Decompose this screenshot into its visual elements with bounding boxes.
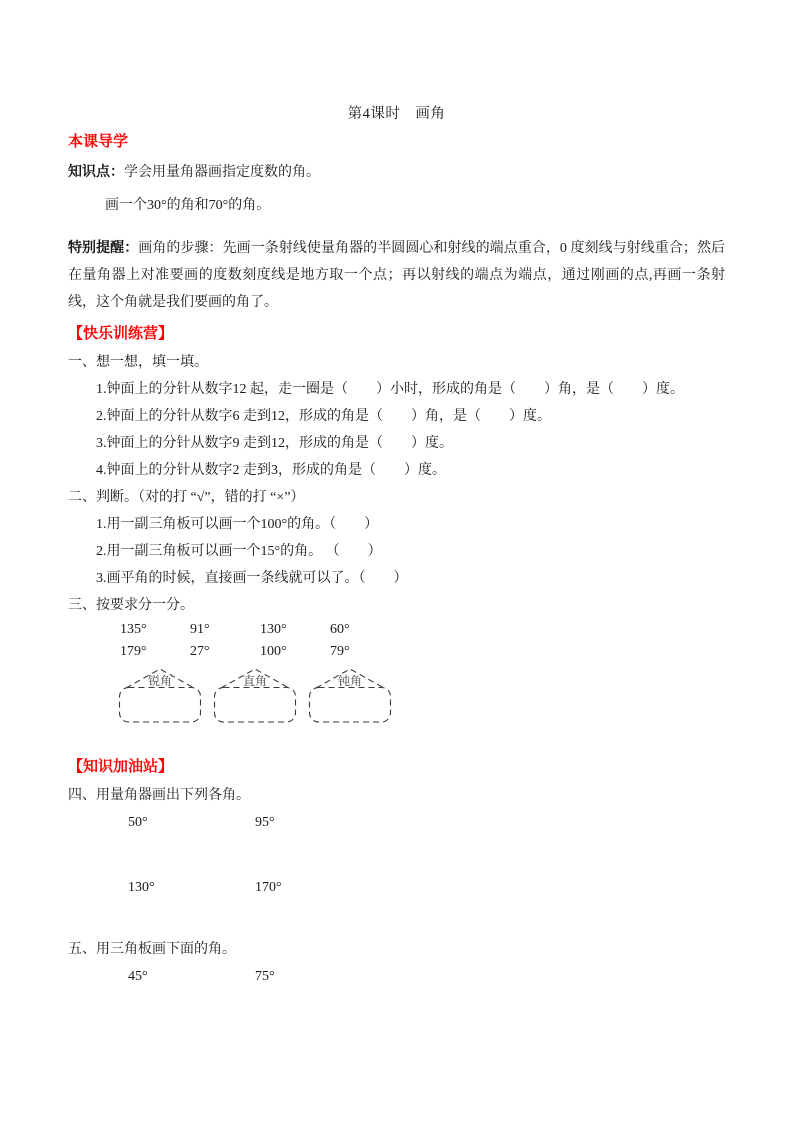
knowledge-point-label: 知识点： — [68, 163, 124, 179]
angle-value: 135° — [120, 622, 147, 637]
angle-to-draw: 75° — [255, 969, 275, 984]
knowledge-point-line — [68, 158, 725, 186]
angle-to-draw: 45° — [128, 969, 148, 984]
angle-value: 27° — [190, 644, 210, 659]
question2-item-1: 1.用一副三角板可以画一个100°的角。（ ） — [96, 517, 379, 532]
question3-title: 三、按要求分一分。 — [68, 598, 194, 613]
section-heading-lesson-guide: 本课导学 — [68, 133, 129, 150]
question1-item-3: 3.钟面上的分针从数字9 走到12，形成的角是（ ）度。 — [96, 436, 453, 451]
sorting-bin-acute — [118, 665, 202, 723]
special-reminder-text: 画角的步骤：先画一条射线使量角器的半圆圆心和射线的端点重合，0 度刻线与射线重合；然后在量角器上对准要画的度数刻度线是地方取一个点；再以射线的端点为端点，通过刚画的点,再画一条射线，这个角就是我们要画的角了。 — [68, 241, 726, 310]
angle-to-draw: 50° — [128, 815, 148, 830]
page-title: 第4课时 画角 — [347, 106, 446, 122]
angle-values-row-2 — [68, 641, 725, 663]
knowledge-point-text: 学会用量角器画指定度数的角。 — [124, 165, 320, 180]
angle-value: 79° — [330, 644, 350, 659]
angle-value: 60° — [330, 622, 350, 637]
angle-value: 91° — [190, 622, 210, 637]
special-reminder-label: 特别提醒： — [68, 239, 139, 255]
question2-item-2: 2.用一副三角板可以画一个15°的角。 （ ） — [96, 544, 382, 559]
angle-to-draw: 170° — [255, 880, 282, 895]
question1-item-2: 2.钟面上的分针从数字6 走到12，形成的角是（ ）角，是（ ）度。 — [96, 409, 551, 424]
bin-label-right: 直角 — [242, 674, 267, 688]
question4-title: 四、用量角器画出下列各角。 — [68, 788, 250, 803]
sorting-bin-right — [213, 665, 297, 723]
knowledge-point-subline: 画一个30°的角和70°的角。 — [105, 198, 271, 213]
question4-angles-row-1 — [68, 809, 725, 836]
sorting-bin-obtuse — [308, 665, 392, 723]
angle-value: 130° — [260, 622, 287, 637]
question2-title: 二、判断。（对的打 “√”，错的打 “×”） — [68, 490, 305, 505]
question2-item-3: 3.画平角的时候，直接画一条线就可以了。（ ） — [96, 571, 408, 586]
bin-label-obtuse: 钝角 — [337, 674, 362, 688]
angle-to-draw: 95° — [255, 815, 275, 830]
question5-angles-row — [68, 963, 725, 990]
sorting-bins — [118, 665, 725, 723]
question1-title: 一、想一想，填一填。 — [68, 355, 208, 370]
angle-to-draw: 130° — [128, 880, 155, 895]
special-reminder — [68, 234, 725, 316]
section-heading-training-camp: 【快乐训练营】 — [68, 325, 174, 342]
question1-item-4: 4.钟面上的分针从数字2 走到3，形成的角是（ ）度。 — [96, 463, 446, 478]
angle-values-row-1 — [68, 619, 725, 641]
question1-item-1: 1.钟面上的分针从数字12 起，走一圈是（ ）小时，形成的角是（ ）角，是（ ）度。 — [96, 382, 684, 397]
section-heading-knowledge-station: 【知识加油站】 — [68, 758, 174, 775]
question4-angles-row-2 — [68, 874, 725, 901]
bin-label-acute: 锐角 — [147, 674, 172, 688]
question5-title: 五、用三角板画下面的角。 — [68, 942, 236, 957]
angle-value: 100° — [260, 644, 287, 659]
angle-value: 179° — [120, 644, 147, 659]
